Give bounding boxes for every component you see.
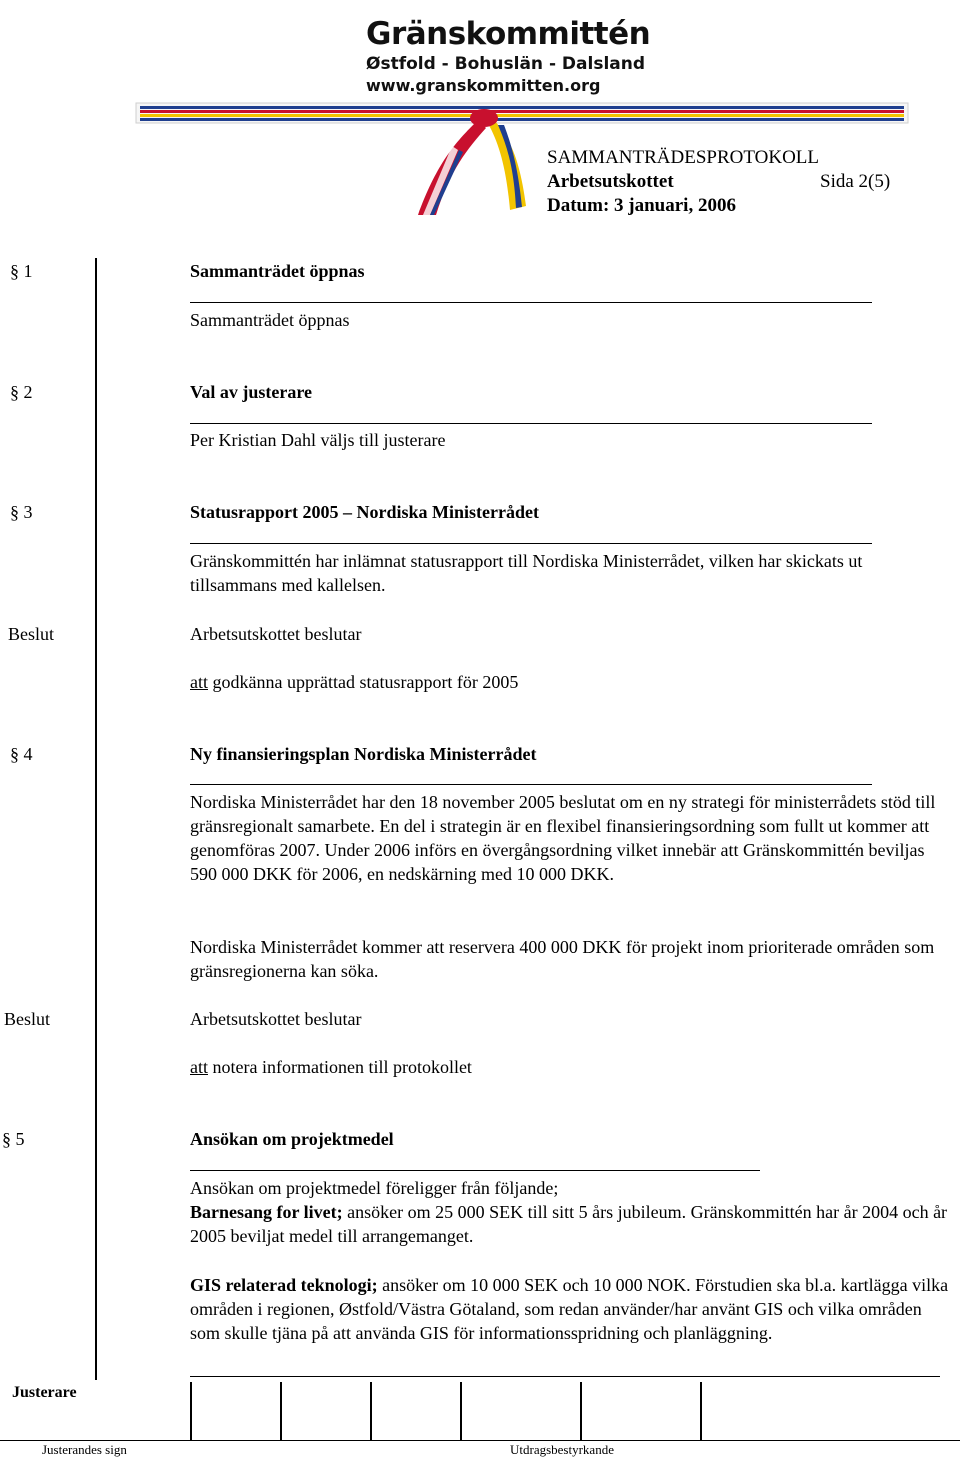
logo-url: www.granskommitten.org <box>366 76 601 95</box>
divider <box>190 784 872 785</box>
decision-text <box>190 1055 472 1079</box>
section-title: Ny finansieringsplan Nordiska Ministerrådet <box>190 744 537 764</box>
section-body: Sammanträdet öppnas <box>190 310 350 330</box>
page-number: Sida 2(5) <box>820 171 891 192</box>
signature-box-divider <box>370 1382 372 1440</box>
divider <box>190 1170 760 1171</box>
application-1 <box>190 1200 950 1248</box>
decision-label: Beslut <box>8 624 55 644</box>
footer-utdragsbestyrkande: Utdragsbestyrkande <box>510 1442 614 1457</box>
meeting-date: Datum: 3 januari, 2006 <box>547 195 736 216</box>
section-number: § 2 <box>10 382 33 402</box>
section-title: Statusrapport 2005 – Nordiska Ministerrådet <box>190 502 539 522</box>
section-title: Sammanträdet öppnas <box>190 261 365 281</box>
divider <box>190 423 872 424</box>
logo-name: Gränskommittén <box>366 16 651 52</box>
signature-box-divider <box>190 1382 192 1440</box>
application-text: ansöker om 25 000 SEK till sitt 5 års jubileum. Gränskommittén har år 2004 och år 2005 beviljat medel till arrangemanget. <box>190 1202 948 1246</box>
application-2 <box>190 1273 950 1345</box>
document-type: SAMMANTRÄDESPROTOKOLL <box>547 147 820 168</box>
section-title: Val av justerare <box>190 382 312 402</box>
committee-name: Arbetsutskottet <box>547 171 674 192</box>
section-body: Nordiska Ministerrådet har den 18 november 2005 beslutat om en ny strategi för ministerrådets stöd till gränsregionalt samarbete. En del i strategin är en flexibel finansieringsordning som fullt ut kommer att genomföras 2007. Under 2006 införs en övergångsordning vilket innebär att Gränskommittén beviljas 590 000 DKK för 2006, en nedskärning med 10 000 DKK. <box>190 792 936 884</box>
application-text: ansöker om 10 000 SEK och 10 000 NOK. Förstudien ska bl.a. kartlägga vilka områden i regionen, Østfold/Västra Götaland, som redan använder/har använt GIS och vilka områden som skulle tjäna på att använda GIS för informationsspridning och planläggning. <box>190 1275 949 1343</box>
decision-by: Arbetsutskottet beslutar <box>190 624 362 644</box>
signature-box-divider <box>280 1382 282 1440</box>
section-title: Ansökan om projektmedel <box>190 1129 394 1149</box>
margin-line <box>95 258 97 1380</box>
signature-box-divider <box>580 1382 582 1440</box>
section-number: § 3 <box>10 502 33 522</box>
footer-top-rule <box>190 1376 940 1377</box>
applicant-name: Barnesang for livet; <box>190 1202 343 1222</box>
decision-att: att <box>190 672 208 692</box>
logo-regions: Østfold - Bohuslän - Dalsland <box>366 54 646 74</box>
applicant-name: GIS relaterad teknologi; <box>190 1275 378 1295</box>
section-body: Gränskommittén har inlämnat statusrapport till Nordiska Ministerrådet, vilken har skickats ut tillsammans med kallelsen. <box>190 551 863 595</box>
section-body: Per Kristian Dahl väljs till justerare <box>190 430 446 450</box>
decision-rest: notera informationen till protokollet <box>208 1057 472 1077</box>
section-number: § 5 <box>2 1129 25 1149</box>
footer-justerandes-sign: Justerandes sign <box>42 1442 127 1457</box>
decision-att: att <box>190 1057 208 1077</box>
divider <box>190 302 872 303</box>
section-body-2: Nordiska Ministerrådet kommer att reservera 400 000 DKK för projekt inom prioriterade områden som gränsregionerna kan söka. <box>190 937 935 981</box>
signature-box-divider <box>460 1382 462 1440</box>
letterhead-logo <box>118 0 910 220</box>
decision-text <box>190 670 518 694</box>
signature-box-divider <box>700 1382 702 1440</box>
section-number: § 4 <box>10 744 33 764</box>
footer-bottom-rule <box>0 1440 960 1441</box>
decision-rest: godkänna upprättad statusrapport för 2005 <box>208 672 519 692</box>
divider <box>190 543 872 544</box>
decision-label: Beslut <box>4 1009 51 1029</box>
section-number: § 1 <box>10 261 33 281</box>
decision-by: Arbetsutskottet beslutar <box>190 1009 362 1029</box>
section-body: Ansökan om projektmedel föreligger från följande; <box>190 1178 559 1198</box>
footer-justerare: Justerare <box>12 1384 77 1401</box>
